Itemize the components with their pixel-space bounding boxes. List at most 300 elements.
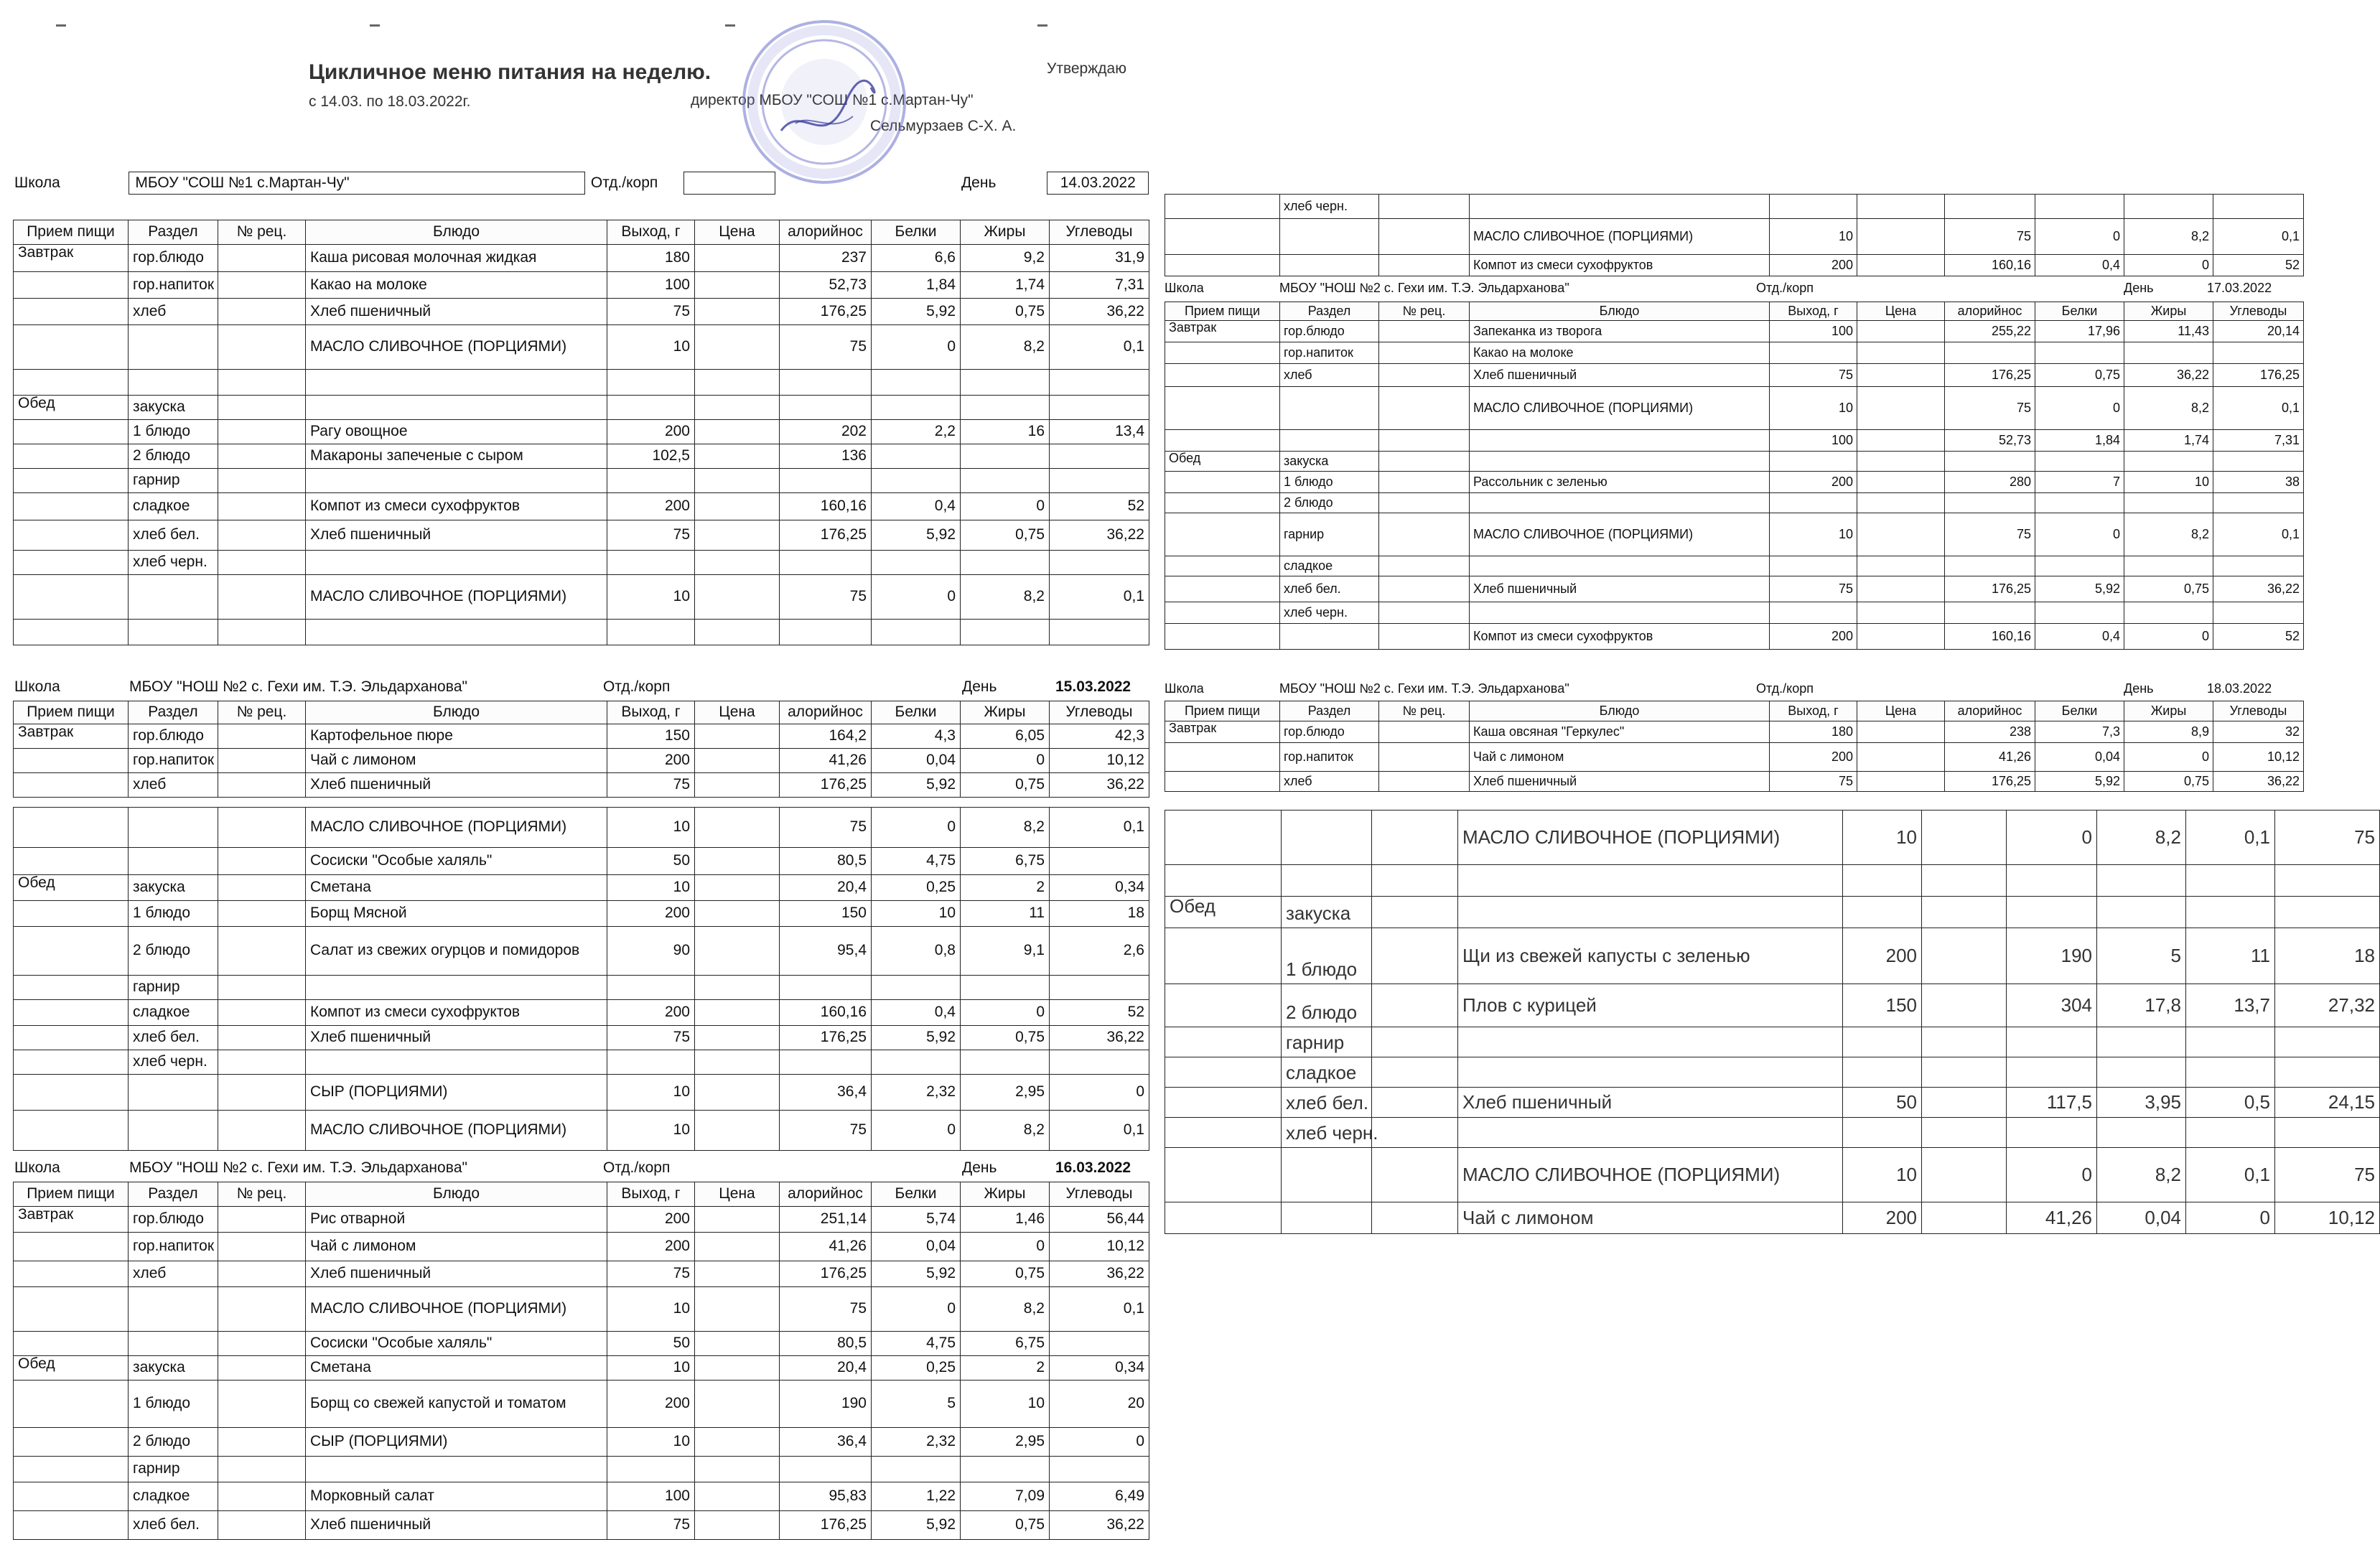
cell-yield: 200 <box>607 1000 695 1026</box>
cell-meal: Обед <box>1165 897 1282 928</box>
cell-price <box>695 620 780 645</box>
table-row <box>1165 897 2380 928</box>
cell-recipe <box>218 520 306 551</box>
cell-carbs: 0,1 <box>2213 513 2304 556</box>
cell-carbs: 52 <box>1050 1000 1149 1026</box>
cell-carbs: 36,22 <box>2213 576 2304 602</box>
cell-recipe <box>218 1482 306 1511</box>
cell-yield: 10 <box>607 1428 695 1457</box>
cell-fats: 8,2 <box>961 1287 1050 1332</box>
dept-label: Отд./корп <box>603 678 671 695</box>
cell-price <box>1922 1202 2007 1234</box>
cell-price <box>695 299 780 325</box>
cell-fats: 8,2 <box>2124 219 2213 255</box>
cell-carbs: 10,12 <box>2275 1202 2380 1234</box>
cell-price <box>695 370 780 396</box>
cell-calories: 41,26 <box>780 749 872 773</box>
table-row <box>1165 219 2304 255</box>
cell-proteins <box>2097 1027 2186 1057</box>
cell-price <box>695 1428 780 1457</box>
cell-proteins <box>872 1457 961 1482</box>
cell-meal <box>14 1233 129 1261</box>
cell-recipe <box>1372 1118 1458 1148</box>
cell-calories: 176,25 <box>780 1261 872 1287</box>
cell-proteins: 0,4 <box>872 493 961 520</box>
cell-dish: Плов с курицей <box>1458 984 1843 1027</box>
cell-recipe <box>1379 452 1470 472</box>
cell-dish: МАСЛО СЛИВОЧНОЕ (ПОРЦИЯМИ) <box>1470 513 1770 556</box>
header-section: Раздел <box>129 701 218 724</box>
table-row <box>14 808 1149 848</box>
cell-section: гарнир <box>129 469 218 493</box>
table-row <box>1165 556 2304 576</box>
cell-calories: 0 <box>2007 1148 2097 1202</box>
table-row <box>1165 865 2380 897</box>
cell-section: сладкое <box>129 1482 218 1511</box>
cell-recipe <box>218 1428 306 1457</box>
cell-recipe <box>1379 430 1470 452</box>
cell-meal <box>1165 772 1280 792</box>
table-row <box>14 370 1149 396</box>
cell-yield: 75 <box>607 1261 695 1287</box>
cell-price <box>1857 387 1945 430</box>
cell-meal <box>14 1332 129 1356</box>
cell-section: хлеб <box>1280 772 1379 792</box>
cell-calories <box>2007 1118 2097 1148</box>
cell-proteins <box>2097 865 2186 897</box>
cell-recipe <box>218 245 306 272</box>
cell-yield: 200 <box>1770 743 1857 772</box>
cell-yield <box>607 976 695 1000</box>
cell-meal <box>1165 493 1280 513</box>
cell-recipe <box>1379 493 1470 513</box>
cell-fats: 8,2 <box>2124 513 2213 556</box>
table-row <box>1165 1148 2380 1202</box>
cell-recipe <box>1379 364 1470 387</box>
cell-dish <box>306 469 607 493</box>
cell-dish <box>1458 865 1843 897</box>
cell-yield: 50 <box>607 1332 695 1356</box>
cell-fats: 0,1 <box>2186 1148 2275 1202</box>
cell-meal <box>1165 1088 1282 1118</box>
cell-price <box>695 396 780 420</box>
cell-carbs: 0,34 <box>1050 1356 1149 1381</box>
cell-proteins <box>2035 452 2124 472</box>
table-row <box>14 848 1149 875</box>
cell-dish: МАСЛО СЛИВОЧНОЕ (ПОРЦИЯМИ) <box>306 1111 607 1151</box>
header-meal: Прием пищи <box>14 701 129 724</box>
cell-carbs: 0,34 <box>1050 875 1149 901</box>
cell-calories <box>2007 1027 2097 1057</box>
cell-yield: 75 <box>1770 772 1857 792</box>
cell-proteins: 0 <box>872 1111 961 1151</box>
cell-dish: Щи из свежей капусты с зеленью <box>1458 928 1843 984</box>
school-label: Школа <box>14 1159 60 1176</box>
cell-meal <box>14 325 129 370</box>
cell-dish <box>1458 897 1843 928</box>
cell-meal <box>14 520 129 551</box>
cell-meal <box>1165 1027 1282 1057</box>
cell-section <box>129 575 218 620</box>
cell-proteins <box>872 976 961 1000</box>
cell-section: гарнир <box>1282 1027 1372 1057</box>
cell-recipe <box>1372 984 1458 1027</box>
cell-yield: 200 <box>607 420 695 444</box>
cell-meal: Обед <box>1165 452 1280 472</box>
cell-calories: 304 <box>2007 984 2097 1027</box>
cell-yield: 150 <box>1843 984 1922 1027</box>
cell-carbs <box>1050 620 1149 645</box>
cell-recipe <box>218 469 306 493</box>
cell-price <box>1857 219 1945 255</box>
cell-proteins <box>872 370 961 396</box>
school-label: Школа <box>1165 280 1204 295</box>
cell-recipe <box>1379 721 1470 743</box>
day-date: 15.03.2022 <box>1055 678 1131 695</box>
cell-calories: 202 <box>780 420 872 444</box>
cell-yield: 10 <box>1843 1148 1922 1202</box>
cell-section: 1 блюдо <box>129 420 218 444</box>
header-fats: Жиры <box>961 220 1050 245</box>
cell-carbs <box>2275 865 2380 897</box>
cell-yield: 10 <box>607 1075 695 1111</box>
cell-price <box>695 976 780 1000</box>
table-row <box>1165 342 2304 364</box>
cell-meal <box>14 1075 129 1111</box>
cell-yield <box>1843 1057 1922 1088</box>
cell-dish <box>1470 556 1770 576</box>
cell-yield: 100 <box>1770 430 1857 452</box>
cell-proteins <box>2035 493 2124 513</box>
cell-calories: 75 <box>780 1111 872 1151</box>
cell-price <box>695 1356 780 1381</box>
cell-recipe <box>218 620 306 645</box>
cell-yield: 75 <box>1770 364 1857 387</box>
director-label: директор МБОУ "СОШ №1 с.Мартан-Чу" <box>691 92 974 108</box>
cell-fats: 0,75 <box>961 520 1050 551</box>
cell-carbs <box>1050 976 1149 1000</box>
cell-meal <box>1165 624 1280 650</box>
table-row <box>14 1457 1149 1482</box>
cell-dish <box>306 370 607 396</box>
cell-yield: 200 <box>607 901 695 927</box>
table-row <box>14 773 1149 798</box>
cell-price <box>695 1261 780 1287</box>
header-dish: Блюдо <box>1470 302 1770 321</box>
table-header-row <box>14 1182 1149 1207</box>
dept-label: Отд./корп <box>590 174 658 191</box>
cell-price <box>1857 556 1945 576</box>
cell-price <box>695 493 780 520</box>
header-calories: алорийнос <box>780 1182 872 1207</box>
cell-proteins: 17,96 <box>2035 321 2124 342</box>
cell-price <box>695 927 780 976</box>
cell-section: хлеб <box>1280 364 1379 387</box>
cell-section: гор.блюдо <box>129 1207 218 1233</box>
cell-proteins: 0,4 <box>872 1000 961 1026</box>
cell-proteins <box>2097 1057 2186 1088</box>
cell-proteins: 0,25 <box>872 1356 961 1381</box>
cell-price <box>1857 602 1945 624</box>
cell-price <box>1922 1148 2007 1202</box>
cell-dish <box>1470 430 1770 452</box>
cell-dish: Хлеб пшеничный <box>1458 1088 1843 1118</box>
cell-proteins: 0,75 <box>2035 364 2124 387</box>
cell-meal <box>1165 472 1280 493</box>
cell-section: сладкое <box>129 493 218 520</box>
cell-fats <box>961 1457 1050 1482</box>
header-price: Цена <box>695 220 780 245</box>
cell-section: хлеб <box>129 1261 218 1287</box>
cell-proteins: 7,3 <box>2035 721 2124 743</box>
cell-calories: 176,25 <box>1945 772 2035 792</box>
table-header-row <box>14 701 1149 724</box>
cell-yield <box>1770 452 1857 472</box>
cell-calories <box>780 370 872 396</box>
cell-proteins <box>2035 195 2124 219</box>
cell-yield: 10 <box>1770 513 1857 556</box>
cell-price <box>1922 1027 2007 1057</box>
cell-yield: 10 <box>607 875 695 901</box>
cell-carbs: 56,44 <box>1050 1207 1149 1233</box>
cell-calories: 36,4 <box>780 1428 872 1457</box>
cell-section: гарнир <box>129 1457 218 1482</box>
cell-proteins <box>872 444 961 469</box>
cell-dish: Морковный салат <box>306 1482 607 1511</box>
table-row <box>1165 452 2304 472</box>
cell-recipe <box>1372 897 1458 928</box>
cell-recipe <box>218 1332 306 1356</box>
cell-yield: 50 <box>1843 1088 1922 1118</box>
cell-recipe <box>218 1075 306 1111</box>
cell-carbs <box>1050 444 1149 469</box>
cell-dish: МАСЛО СЛИВОЧНОЕ (ПОРЦИЯМИ) <box>1458 810 1843 865</box>
cell-dish: МАСЛО СЛИВОЧНОЕ (ПОРЦИЯМИ) <box>306 808 607 848</box>
cell-carbs: 36,22 <box>1050 520 1149 551</box>
cell-section <box>1280 219 1379 255</box>
approve-label: Утверждаю <box>1047 60 1126 77</box>
table-row <box>14 272 1149 299</box>
cell-price <box>695 444 780 469</box>
cell-yield <box>1770 556 1857 576</box>
table-row <box>14 1287 1149 1332</box>
cell-yield <box>1770 602 1857 624</box>
cell-calories <box>780 1050 872 1075</box>
cell-yield <box>1843 897 1922 928</box>
cell-yield: 75 <box>607 1511 695 1540</box>
day-label: День <box>2124 280 2154 295</box>
cell-meal <box>14 272 129 299</box>
cell-fats: 6,75 <box>961 1332 1050 1356</box>
cell-calories: 75 <box>780 1287 872 1332</box>
cell-fats: 0 <box>2124 255 2213 276</box>
table-header-row <box>1165 701 2304 721</box>
cell-recipe <box>218 575 306 620</box>
cell-calories: 237 <box>780 245 872 272</box>
cell-carbs: 18 <box>2275 928 2380 984</box>
header-proteins: Белки <box>2035 302 2124 321</box>
header-price: Цена <box>1857 701 1945 721</box>
table-row <box>14 1482 1149 1511</box>
cell-dish: СЫР (ПОРЦИЯМИ) <box>306 1075 607 1111</box>
cell-yield: 200 <box>1843 1202 1922 1234</box>
cell-calories: 95,4 <box>780 927 872 976</box>
cell-yield: 200 <box>607 749 695 773</box>
cell-fats <box>2186 897 2275 928</box>
cell-carbs: 10,12 <box>1050 749 1149 773</box>
cell-carbs: 10,12 <box>2213 743 2304 772</box>
cell-fats <box>2186 1027 2275 1057</box>
cell-fats: 2 <box>961 1356 1050 1381</box>
cell-yield: 10 <box>607 1287 695 1332</box>
cell-proteins: 8,2 <box>2097 810 2186 865</box>
cell-recipe <box>1379 772 1470 792</box>
cell-section <box>129 370 218 396</box>
cell-carbs: 0,1 <box>2213 387 2304 430</box>
cell-fats: 10 <box>2124 472 2213 493</box>
cell-carbs: 20,14 <box>2213 321 2304 342</box>
header-fats: Жиры <box>961 701 1050 724</box>
cell-calories <box>780 976 872 1000</box>
cell-calories: 176,25 <box>1945 576 2035 602</box>
cell-carbs: 0,1 <box>1050 325 1149 370</box>
header-section: Раздел <box>129 220 218 245</box>
table-row <box>14 396 1149 420</box>
cell-yield: 200 <box>607 1381 695 1428</box>
cell-recipe <box>218 1457 306 1482</box>
cell-calories <box>1945 452 2035 472</box>
cell-recipe <box>218 1356 306 1381</box>
cell-carbs: 36,22 <box>1050 773 1149 798</box>
cell-carbs: 75 <box>2275 1148 2380 1202</box>
header-dish: Блюдо <box>306 701 607 724</box>
cell-fats: 0 <box>2124 624 2213 650</box>
cell-calories <box>780 551 872 575</box>
cell-proteins: 2,2 <box>872 420 961 444</box>
cell-recipe <box>218 1207 306 1233</box>
cell-dish: Чай с лимоном <box>306 749 607 773</box>
period: с 14.03. по 18.03.2022г. <box>309 93 471 110</box>
cell-price <box>695 420 780 444</box>
cell-section: закуска <box>129 875 218 901</box>
cell-calories <box>1945 602 2035 624</box>
school-label: Школа <box>14 678 60 695</box>
cell-fats <box>2186 865 2275 897</box>
header-yield: Выход, г <box>1770 701 1857 721</box>
cell-price <box>695 520 780 551</box>
cell-carbs <box>2275 897 2380 928</box>
cell-carbs: 0 <box>1050 1428 1149 1457</box>
table-row <box>14 1356 1149 1381</box>
cell-section: гарнир <box>129 976 218 1000</box>
header-dish: Блюдо <box>306 220 607 245</box>
cell-dish: Рассольник с зеленью <box>1470 472 1770 493</box>
cell-price <box>695 1381 780 1428</box>
cell-recipe <box>1379 472 1470 493</box>
cell-recipe <box>218 1050 306 1075</box>
cell-carbs <box>1050 1457 1149 1482</box>
cell-yield <box>607 370 695 396</box>
header-fats: Жиры <box>961 1182 1050 1207</box>
cell-section <box>129 1075 218 1111</box>
cell-meal <box>14 551 129 575</box>
menu-table-day4-top <box>1165 194 2304 276</box>
cell-proteins: 17,8 <box>2097 984 2186 1027</box>
cell-proteins: 0,04 <box>872 749 961 773</box>
cell-recipe <box>1372 1148 1458 1202</box>
cell-recipe <box>218 370 306 396</box>
cell-yield: 10 <box>607 575 695 620</box>
cell-price <box>1857 576 1945 602</box>
cell-section: гор.напиток <box>129 749 218 773</box>
cell-proteins <box>2035 556 2124 576</box>
cell-dish: Сосиски "Особые халяль" <box>306 1332 607 1356</box>
cell-section: гор.напиток <box>129 1233 218 1261</box>
cell-proteins: 0,04 <box>872 1233 961 1261</box>
header-price: Цена <box>695 1182 780 1207</box>
cell-price <box>1857 321 1945 342</box>
cell-recipe <box>218 976 306 1000</box>
cell-carbs: 0,1 <box>1050 808 1149 848</box>
cell-proteins <box>872 551 961 575</box>
table-row <box>14 1111 1149 1151</box>
table-row <box>14 1511 1149 1540</box>
cell-carbs <box>1050 1332 1149 1356</box>
table-row <box>14 575 1149 620</box>
cell-section: 1 блюдо <box>129 901 218 927</box>
cell-yield: 10 <box>607 325 695 370</box>
cell-fats <box>961 396 1050 420</box>
cell-fats: 11,43 <box>2124 321 2213 342</box>
table-row <box>14 1000 1149 1026</box>
header-yield: Выход, г <box>607 701 695 724</box>
cell-carbs: 176,25 <box>2213 364 2304 387</box>
cell-meal <box>1165 387 1280 430</box>
table-row <box>14 1207 1149 1233</box>
cell-price <box>695 1111 780 1151</box>
cell-fats <box>961 444 1050 469</box>
cell-carbs: 0 <box>1050 1075 1149 1111</box>
cell-proteins: 4,3 <box>872 724 961 749</box>
cell-yield <box>1770 342 1857 364</box>
cell-fats: 0,1 <box>2186 810 2275 865</box>
cell-price <box>1857 624 1945 650</box>
cell-proteins: 0,4 <box>2035 624 2124 650</box>
cell-fats: 0,75 <box>2124 576 2213 602</box>
cell-section: хлеб черн. <box>1282 1118 1372 1148</box>
cell-section <box>1280 255 1379 276</box>
cell-recipe <box>218 272 306 299</box>
cell-meal <box>14 749 129 773</box>
cell-yield: 75 <box>1770 576 1857 602</box>
header-calories: алорийнос <box>780 701 872 724</box>
dept-label: Отд./корп <box>1756 681 1814 696</box>
cell-fats <box>2124 493 2213 513</box>
cell-price <box>695 808 780 848</box>
cell-carbs: 7,31 <box>2213 430 2304 452</box>
day-label: День <box>962 678 997 695</box>
menu-table-day1 <box>13 220 1149 645</box>
cell-proteins: 0,4 <box>2035 255 2124 276</box>
cell-meal <box>14 808 129 848</box>
cell-proteins: 0 <box>2035 387 2124 430</box>
cell-fats <box>2124 195 2213 219</box>
cell-recipe <box>218 325 306 370</box>
cell-price <box>695 1287 780 1332</box>
header-price: Цена <box>695 701 780 724</box>
cell-dish: Хлеб пшеничный <box>306 299 607 325</box>
cell-calories: 251,14 <box>780 1207 872 1233</box>
